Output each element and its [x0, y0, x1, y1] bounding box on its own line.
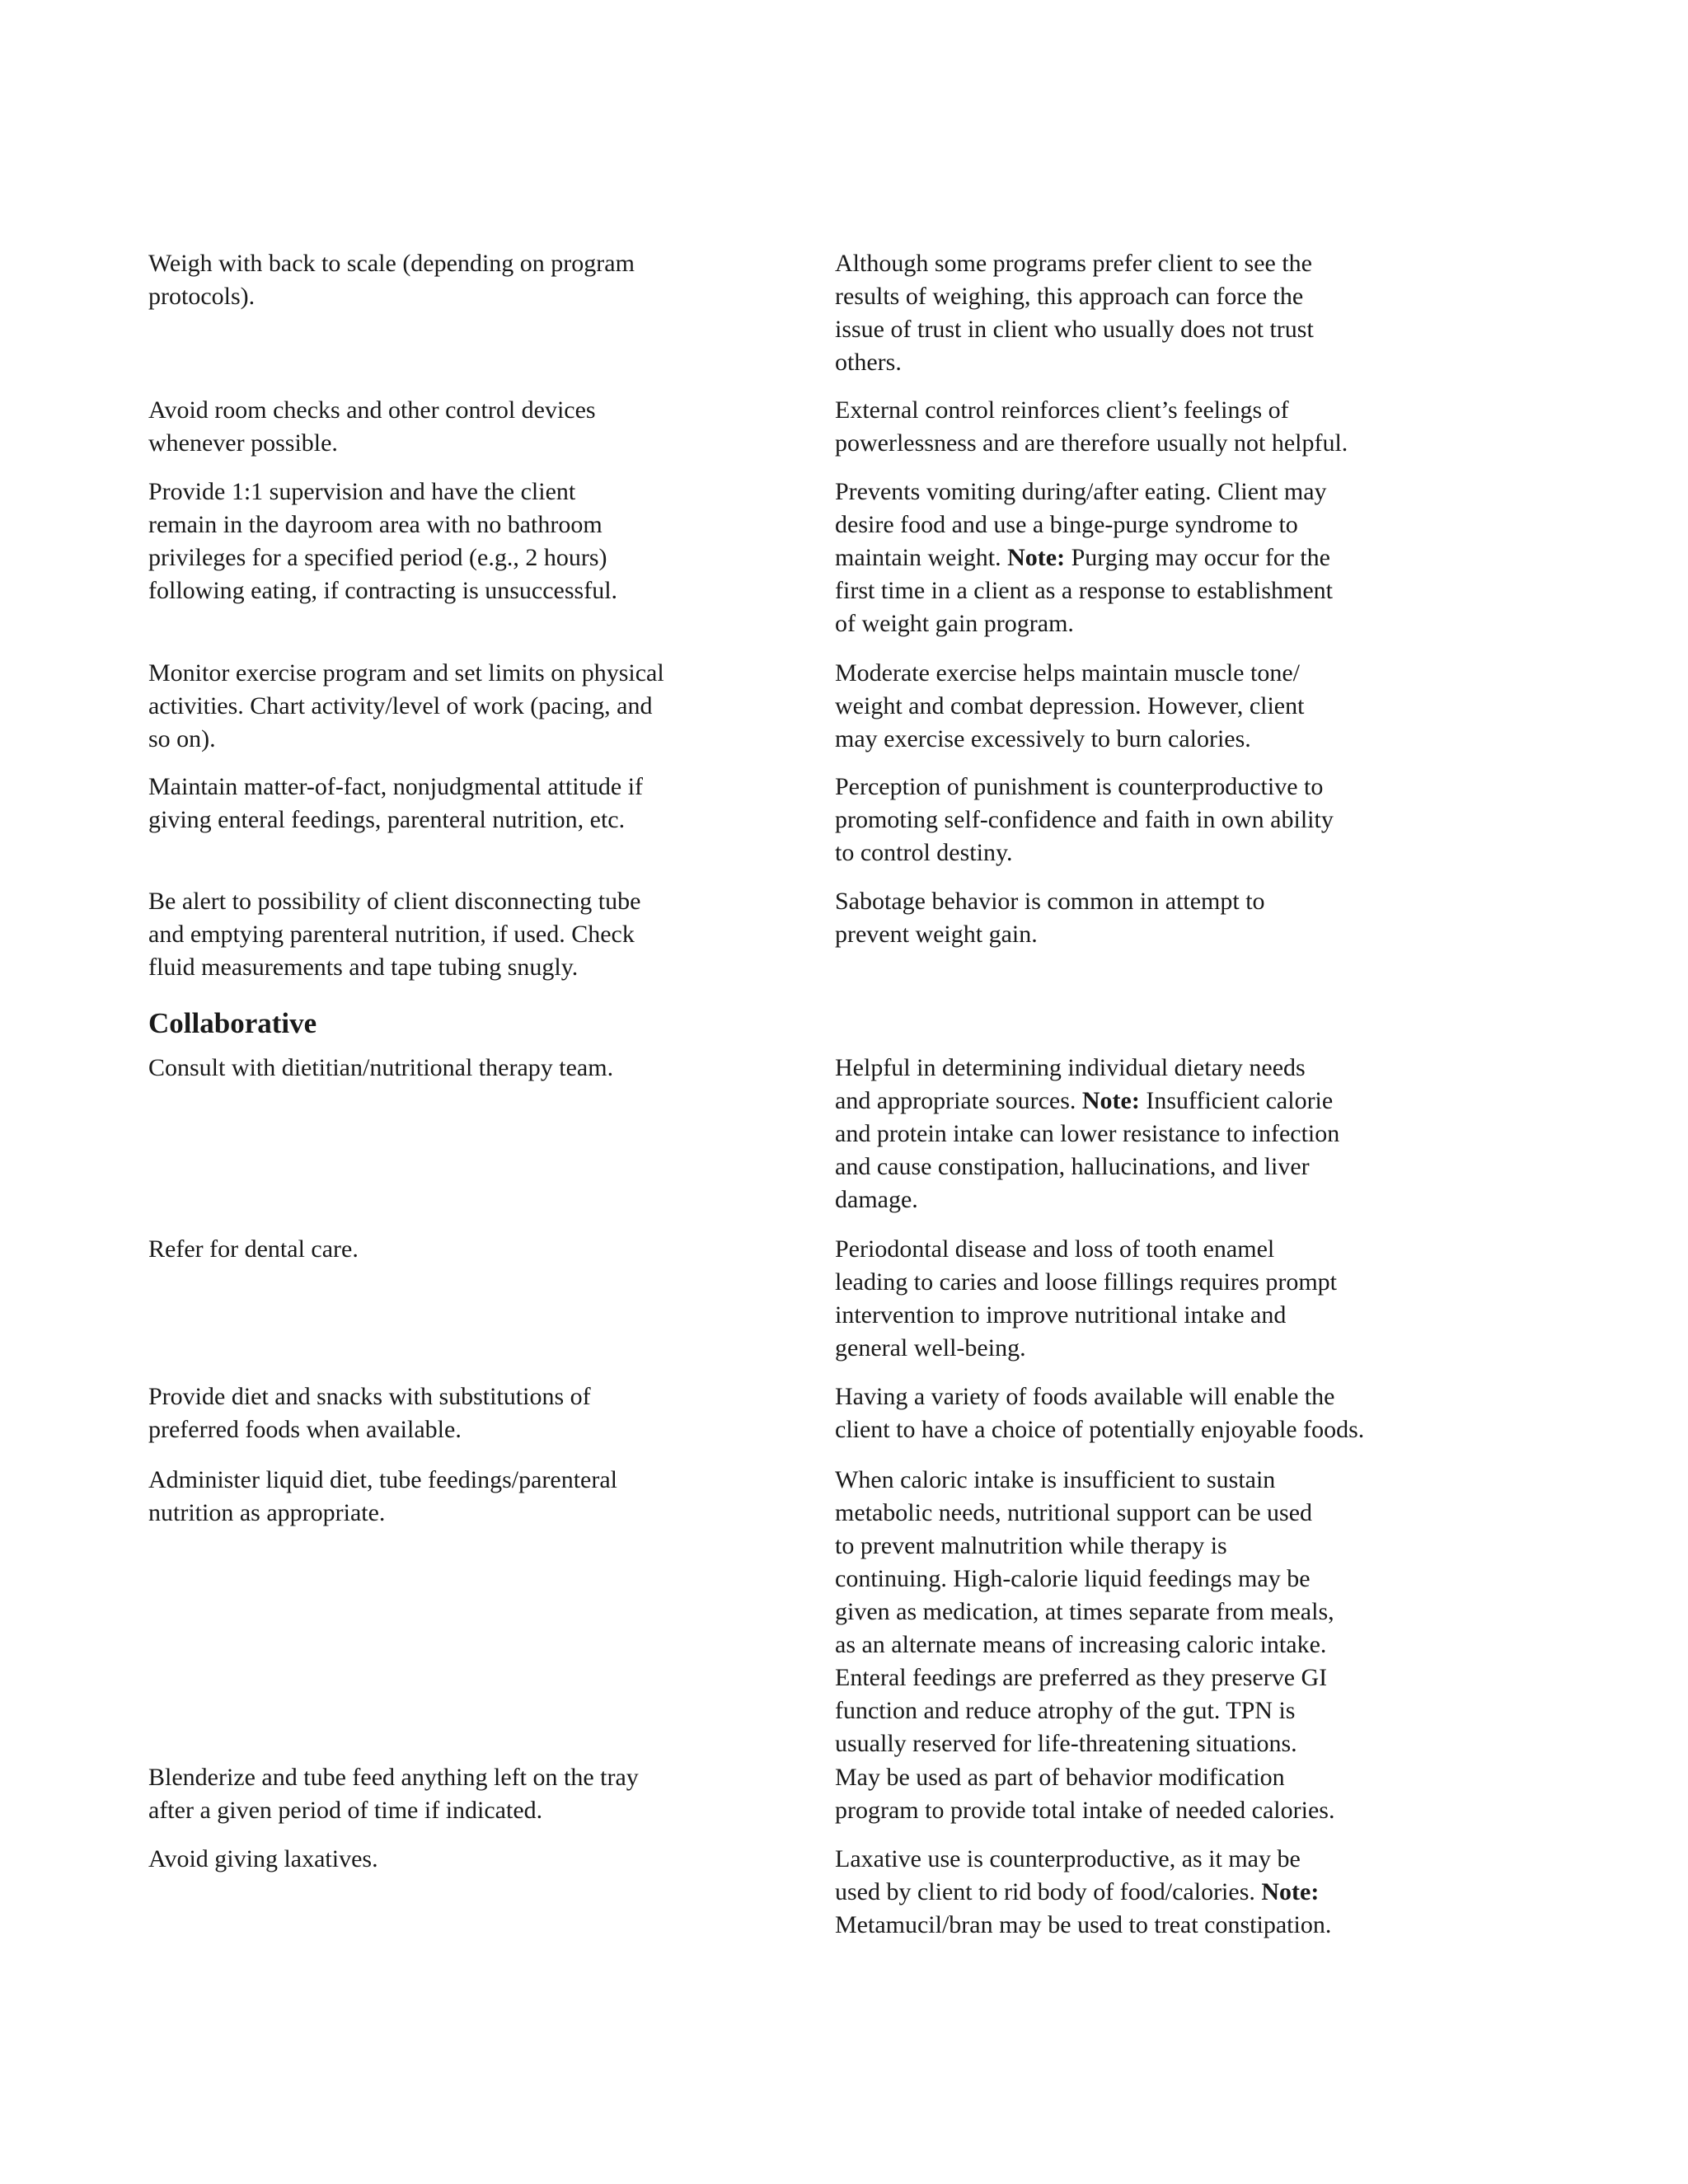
intervention-text: Provide 1:1 supervision and have the client remain in the dayroom area with no bathroom privileges for a specified period (e.g., 2 hours) following eating, if contracting is unsuccessful. — [148, 478, 618, 604]
section-heading: Collaborative — [148, 1007, 317, 1039]
intervention-text: Avoid room checks and other control devices whenever possible. — [148, 396, 596, 457]
rationale-text — [835, 1843, 1461, 1942]
intervention-text: Administer liquid diet, tube feedings/parenteral nutrition as appropriate. — [148, 1466, 618, 1526]
rationale-text: Sabotage behavior is common in attempt to prevent weight gain. — [835, 888, 1265, 948]
rationale-text: External control reinforces client’s feelings of powerlessness and are therefore usually not helpful. — [835, 396, 1348, 457]
intervention-text: Refer for dental care. — [148, 1235, 359, 1263]
note-label: Note: — [1081, 1087, 1140, 1114]
intervention-text: Provide diet and snacks with substitutions of preferred foods when available. — [148, 1383, 591, 1443]
rationale-text: Moderate exercise helps maintain muscle tone/ weight and combat depression. However, client may exercise excessively to burn calories. — [835, 659, 1305, 752]
rationale-text: Perception of punishment is counterproductive to promoting self-confidence and faith in own ability to control destiny. — [835, 773, 1334, 866]
rationale-text: Having a variety of foods available will enable the client to have a choice of potentially enjoyable foods. — [835, 1383, 1365, 1443]
intervention-text: Be alert to possibility of client disconnecting tube and emptying parenteral nutrition, if used. Check fluid measurements and tape tubing snugly. — [148, 888, 641, 981]
rationale-text-part: Laxative use is counterproductive, as it may be used by client to rid body of food/calories. — [835, 1845, 1301, 1905]
rationale-text: Although some programs prefer client to see the results of weighing, this approach can force the issue of trust in client who usually does not trust others. — [835, 250, 1314, 376]
intervention-text: Monitor exercise program and set limits on physical activities. Chart activity/level of work (pacing, and so on). — [148, 659, 664, 752]
intervention-text: Consult with dietitian/nutritional therapy team. — [148, 1054, 614, 1081]
rationale-text — [835, 476, 1461, 640]
intervention-text: Maintain matter-of-fact, nonjudgmental attitude if giving enteral feedings, parenteral nutrition, etc. — [148, 773, 644, 833]
rationale-text-part: Prevents vomiting during/after eating. Client may desire food and use a binge-purge syndrome to maintain weight. — [835, 478, 1327, 571]
note-label: Note: — [1007, 544, 1066, 571]
rationale-text — [835, 1052, 1461, 1216]
intervention-text: Blenderize and tube feed anything left on the tray after a given period of time if indicated. — [148, 1764, 639, 1824]
rationale-text-part: Metamucil/bran may be used to treat constipation. — [835, 1911, 1332, 1938]
intervention-text: Avoid giving laxatives. — [148, 1845, 378, 1872]
intervention-text: Weigh with back to scale (depending on program protocols). — [148, 250, 635, 310]
rationale-text-part: Purging may occur for the first time in a client as a response to establishment of weight gain program. — [835, 544, 1334, 637]
rationale-text: When caloric intake is insufficient to sustain metabolic needs, nutritional support can be used to prevent malnutrition while therapy is continuing. High-calorie liquid feedings may be given as medication, at times separate from meals, as an alternate means of increasing caloric intake. Enteral feedings are preferred as they preserve GI function and reduce atrophy of the gut. TPN is usually reserved for life-threatening situations. — [835, 1466, 1334, 1757]
note-label: Note: — [1261, 1878, 1320, 1905]
rationale-text: May be used as part of behavior modification program to provide total intake of needed calories. — [835, 1764, 1335, 1824]
rationale-text-part: Insufficient calorie and protein intake can lower resistance to infection and cause constipation, hallucinations, and liver damage. — [835, 1087, 1340, 1213]
rationale-text-part: Helpful in determining individual dietary needs and appropriate sources. — [835, 1054, 1306, 1114]
rationale-text: Periodontal disease and loss of tooth enamel leading to caries and loose fillings requires prompt intervention to improve nutritional intake and general well-being. — [835, 1235, 1338, 1361]
